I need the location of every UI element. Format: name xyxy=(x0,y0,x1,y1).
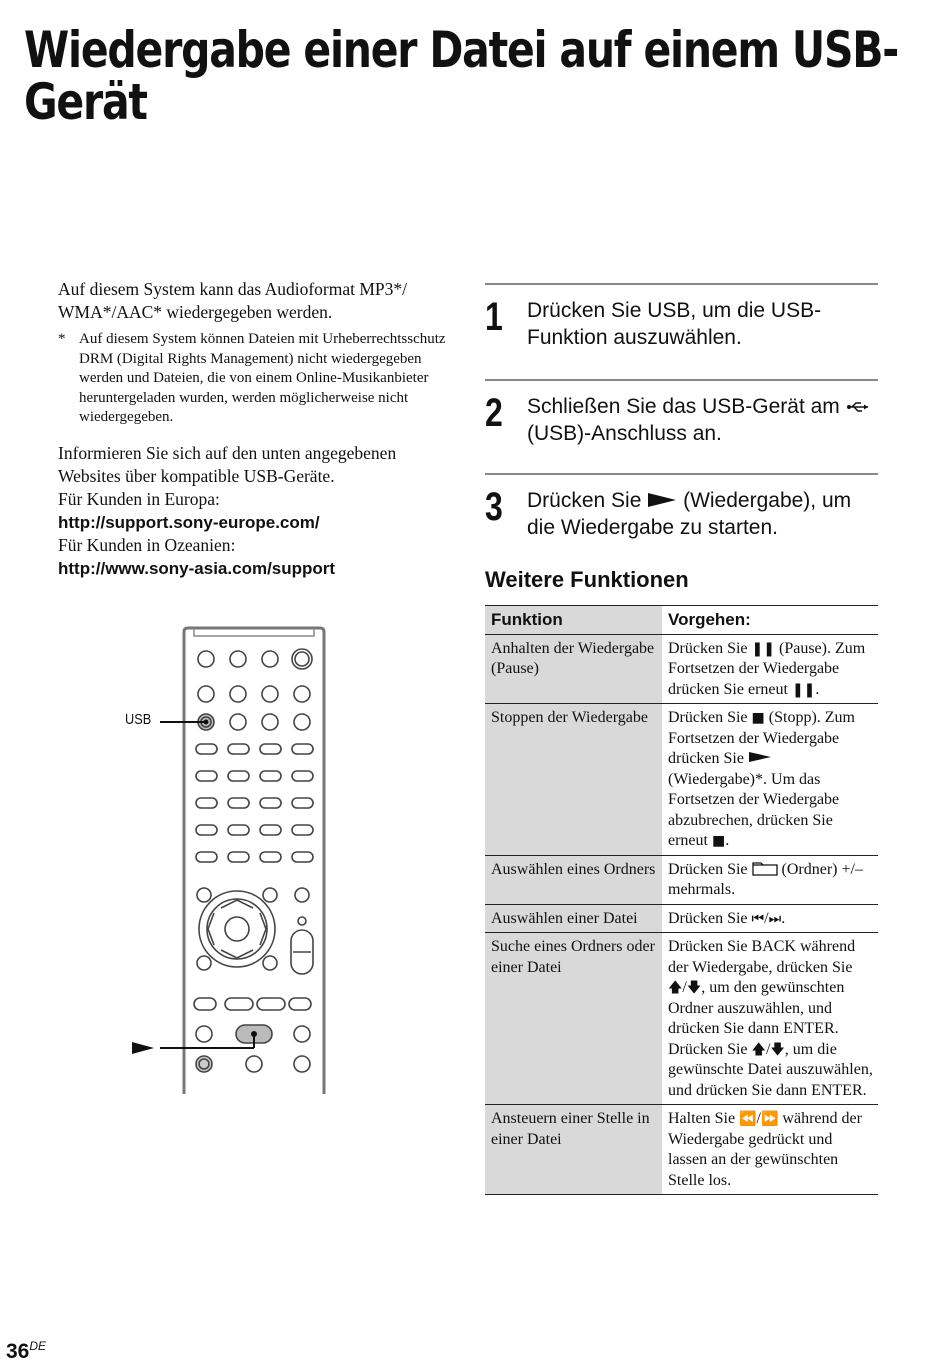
procedure-text: (Wiedergabe)*. Um das Fortsetzen der Wiedergabe abzubrechen, drücken Sie erneut xyxy=(668,770,840,849)
europe-label: Für Kunden in Europa: xyxy=(58,488,220,509)
step-2 xyxy=(485,379,878,473)
step-text xyxy=(527,393,878,473)
function-cell: Anhalten der Wiedergabe (Pause) xyxy=(485,634,662,704)
procedure-cell xyxy=(662,1105,878,1195)
table-row xyxy=(485,704,878,856)
procedure-cell xyxy=(662,933,878,1105)
procedure-text: / xyxy=(756,1110,761,1127)
footnote-text: Auf diesem System können Dateien mit Urheberrechtsschutz DRM (Digital Rights Management) nicht wiedergegeben werden und Dateien, die von einem Online-Musikanbieter heruntergeladen wurden, werden möglicherweise nicht wiedergegeben. xyxy=(79,331,446,425)
arrow-down-icon: 🡇 xyxy=(770,1041,785,1058)
step-1 xyxy=(485,283,878,379)
section-heading: Weitere Funktionen xyxy=(485,567,689,592)
procedure-cell xyxy=(662,704,878,856)
step-text-part: Schließen Sie das USB-Gerät am xyxy=(527,395,840,418)
procedure-text: . xyxy=(815,680,820,698)
procedure-text: Drücken Sie xyxy=(668,860,748,878)
procedure-text: , um den gewünschten Ordner auszuwählen, und drücken Sie dann ENTER. Drücken Sie xyxy=(668,979,845,1058)
function-cell: Auswählen eines Ordners xyxy=(485,855,662,904)
step-text-part: (USB)-Anschluss an. xyxy=(527,422,722,445)
step-3 xyxy=(485,473,878,557)
step-text: Drücken Sie USB, um die USB-Funktion auszuwählen. xyxy=(527,299,822,349)
remote-control-illustration xyxy=(120,624,330,1094)
europe-url-link[interactable]: http://support.sony-europe.com/ xyxy=(58,512,320,532)
next-track-icon: ⏭ xyxy=(768,910,782,927)
function-cell: Ansteuern einer Stelle in einer Datei xyxy=(485,1105,662,1195)
table-row xyxy=(485,933,878,1105)
function-cell: Stoppen der Wiedergabe xyxy=(485,704,662,856)
procedure-text: . xyxy=(781,909,786,927)
fast-forward-icon: ⏩ xyxy=(760,1111,779,1127)
page-language-suffix: DE xyxy=(29,1339,47,1353)
step-text-part: Drücken Sie xyxy=(527,489,642,512)
procedure-text: . xyxy=(725,832,730,849)
play-icon xyxy=(748,751,772,763)
procedure-cell xyxy=(662,904,878,933)
procedure-text: Drücken Sie BACK während der Wiedergabe, drücken Sie xyxy=(668,938,856,976)
right-column xyxy=(485,283,878,1195)
arrow-up-icon: 🡅 xyxy=(751,1041,766,1058)
play-icon xyxy=(647,492,677,508)
table-header-row xyxy=(485,606,878,635)
procedure-text: / xyxy=(765,1040,771,1058)
folder-icon xyxy=(752,860,778,876)
procedure-text: Drücken Sie xyxy=(668,709,748,726)
function-cell: Auswählen einer Datei xyxy=(485,904,662,933)
column-header: Funktion xyxy=(485,606,662,635)
procedure-cell xyxy=(662,855,878,904)
page-title: Wiedergabe einer Datei auf einem USB-Gerät xyxy=(24,21,899,131)
step-number: 3 xyxy=(485,485,503,529)
oceania-url-link[interactable]: http://www.sony-asia.com/support xyxy=(58,558,336,578)
footnote-mark: * xyxy=(58,331,66,347)
oceania-label: Für Kunden in Ozeanien: xyxy=(58,534,236,555)
step-text-part: (Wiedergabe), um die Wiedergabe zu starten. xyxy=(527,489,852,539)
pause-icon: ❚❚ xyxy=(791,681,816,698)
intro-text: Auf diesem System kann das Audioformat MP3*/ WMA*/AAC* wiedergegeben werden. xyxy=(58,279,408,322)
functions-table xyxy=(485,605,878,1195)
play-icon xyxy=(132,1042,154,1054)
procedure-text: / xyxy=(682,979,687,996)
procedure-text: , um die gewünschte Datei auszuwählen, und drücken Sie dann ENTER. xyxy=(668,1040,873,1099)
procedure-text: (Pause). Zum Fortsetzen der Wiedergabe drücken Sie erneut xyxy=(668,639,866,698)
arrow-down-icon: 🡇 xyxy=(686,980,702,996)
table-row xyxy=(485,1105,878,1195)
stop-icon: ■ xyxy=(751,710,765,726)
rewind-icon: ⏪ xyxy=(739,1111,757,1127)
table-row xyxy=(485,634,878,704)
procedure-text: während der Wiedergabe gedrückt und lassen an der gewünschten Stelle los. xyxy=(668,1110,862,1189)
previous-track-icon: ⏮ xyxy=(751,910,765,927)
procedure-text: / xyxy=(764,909,769,927)
usb-icon xyxy=(846,400,870,414)
procedure-text: Drücken Sie xyxy=(668,909,748,927)
step-number: 1 xyxy=(485,295,503,339)
footnote xyxy=(58,330,453,428)
step-number: 2 xyxy=(485,391,503,435)
procedure-cell xyxy=(662,634,878,704)
procedure-text: (Stopp). Zum Fortsetzen der Wiedergabe drücken Sie xyxy=(668,709,855,767)
procedure-text: Halten Sie xyxy=(668,1110,736,1127)
function-cell: Suche eines Ordners oder einer Datei xyxy=(485,933,662,1105)
table-row xyxy=(485,855,878,904)
left-column xyxy=(58,278,453,580)
compatibility-info xyxy=(58,442,453,580)
page-number-value: 36 xyxy=(6,1340,30,1363)
table-row xyxy=(485,904,878,933)
procedure-text: Drücken Sie xyxy=(668,639,748,657)
info-text: Informieren Sie sich auf den unten angegebenen Websites über kompatible USB-Geräte. xyxy=(58,442,397,486)
pause-icon: ❚❚ xyxy=(751,640,775,657)
arrow-up-icon: 🡅 xyxy=(668,980,683,996)
page-number xyxy=(6,1339,46,1364)
stop-icon: ■ xyxy=(711,833,726,849)
step-text xyxy=(527,487,878,557)
usb-callout-label: USB xyxy=(125,711,152,728)
procedure-text: (Ordner) +/– mehrmals. xyxy=(668,860,863,898)
column-header: Vorgehen: xyxy=(662,606,878,635)
